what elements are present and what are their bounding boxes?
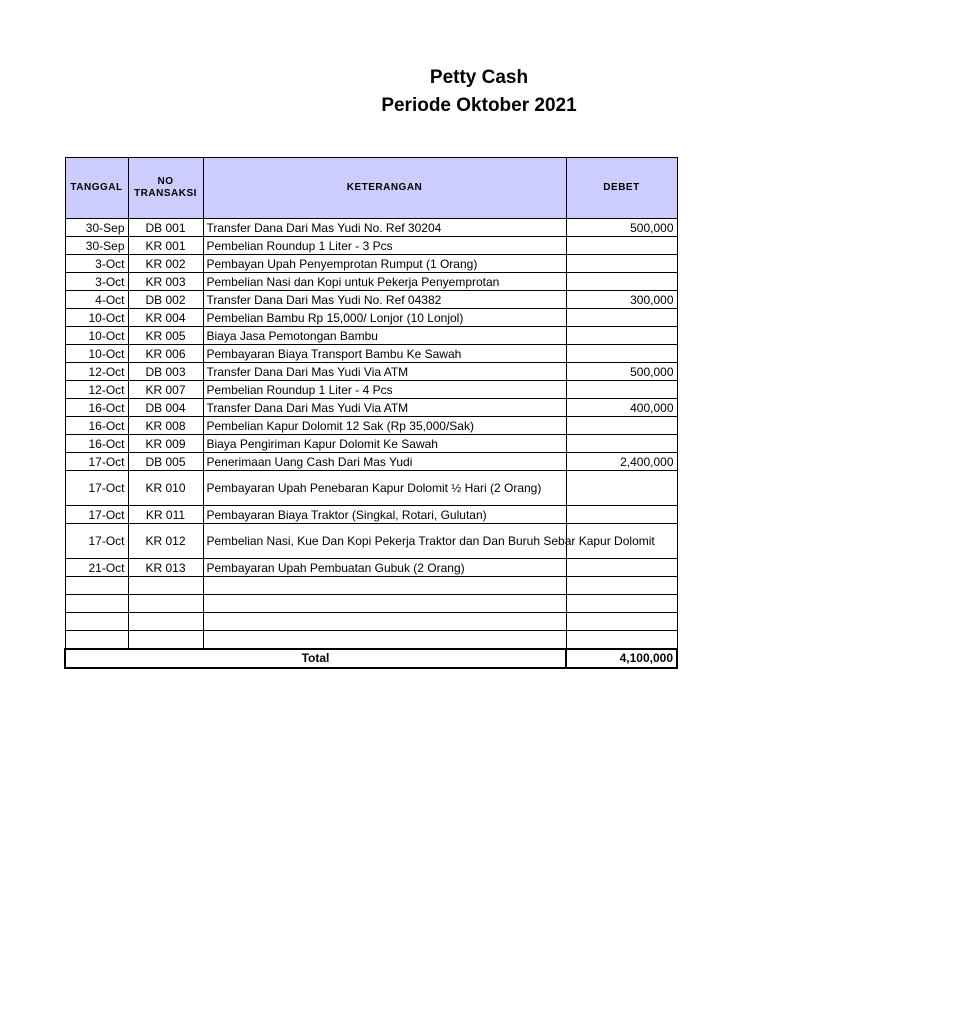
row-date: 10-Oct <box>65 345 128 363</box>
row-description: Pembayaran Upah Penebaran Kapur Dolomit ½ Hari (2 Orang) <box>203 471 566 506</box>
row-date: 17-Oct <box>65 453 128 471</box>
row-date: 12-Oct <box>65 363 128 381</box>
row-description: Pembelian Roundup 1 Liter - 3 Pcs <box>203 237 566 255</box>
petty-cash-table <box>64 157 678 669</box>
row-transaction-no: KR 008 <box>128 417 203 435</box>
empty-cell <box>203 577 566 595</box>
row-transaction-no: DB 002 <box>128 291 203 309</box>
empty-cell <box>128 595 203 613</box>
row-date: 17-Oct <box>65 524 128 559</box>
empty-cell <box>203 613 566 631</box>
table-header-row <box>65 158 677 219</box>
row-debet <box>566 417 677 435</box>
column-header-debet: DEBET <box>566 158 677 219</box>
row-debet: 2,400,000 <box>566 453 677 471</box>
title-block <box>0 64 958 120</box>
row-date: 30-Sep <box>65 219 128 237</box>
row-description: Penerimaan Uang Cash Dari Mas Yudi <box>203 453 566 471</box>
empty-cell <box>566 577 677 595</box>
row-date: 3-Oct <box>65 273 128 291</box>
empty-cell <box>566 595 677 613</box>
row-description: Pembelian Roundup 1 Liter - 4 Pcs <box>203 381 566 399</box>
table-row <box>65 381 677 399</box>
row-debet <box>566 309 677 327</box>
row-date: 21-Oct <box>65 559 128 577</box>
row-transaction-no: KR 001 <box>128 237 203 255</box>
row-date: 3-Oct <box>65 255 128 273</box>
row-transaction-no: KR 011 <box>128 506 203 524</box>
empty-row <box>65 613 677 631</box>
row-debet: 300,000 <box>566 291 677 309</box>
table-row <box>65 506 677 524</box>
row-date: 16-Oct <box>65 417 128 435</box>
table-row <box>65 273 677 291</box>
row-transaction-no: KR 004 <box>128 309 203 327</box>
row-description: Pembelian Nasi dan Kopi untuk Pekerja Penyemprotan <box>203 273 566 291</box>
row-debet <box>566 327 677 345</box>
empty-cell <box>203 595 566 613</box>
row-date: 10-Oct <box>65 327 128 345</box>
row-transaction-no: KR 012 <box>128 524 203 559</box>
empty-cell <box>128 613 203 631</box>
row-description: Transfer Dana Dari Mas Yudi Via ATM <box>203 399 566 417</box>
empty-cell <box>566 631 677 649</box>
table-row <box>65 327 677 345</box>
table-row <box>65 399 677 417</box>
row-description: Transfer Dana Dari Mas Yudi No. Ref 04382 <box>203 291 566 309</box>
row-transaction-no: KR 007 <box>128 381 203 399</box>
row-description: Transfer Dana Dari Mas Yudi No. Ref 30204 <box>203 219 566 237</box>
row-debet: 500,000 <box>566 363 677 381</box>
row-description: Pembelian Kapur Dolomit 12 Sak (Rp 35,000/Sak) <box>203 417 566 435</box>
table-row <box>65 219 677 237</box>
column-header-no: NO TRANSAKSI <box>128 158 203 219</box>
row-transaction-no: KR 002 <box>128 255 203 273</box>
row-date: 16-Oct <box>65 399 128 417</box>
row-transaction-no: DB 001 <box>128 219 203 237</box>
row-transaction-no: KR 003 <box>128 273 203 291</box>
table-row <box>65 363 677 381</box>
empty-cell <box>566 613 677 631</box>
empty-cell <box>203 631 566 649</box>
table-row <box>65 453 677 471</box>
table-row <box>65 309 677 327</box>
row-debet <box>566 559 677 577</box>
empty-cell <box>65 577 128 595</box>
table-row <box>65 237 677 255</box>
empty-cell <box>65 631 128 649</box>
empty-row <box>65 595 677 613</box>
row-date: 10-Oct <box>65 309 128 327</box>
row-description: Pembelian Bambu Rp 15,000/ Lonjor (10 Lonjol) <box>203 309 566 327</box>
row-debet <box>566 237 677 255</box>
row-description: Biaya Pengiriman Kapur Dolomit Ke Sawah <box>203 435 566 453</box>
row-debet <box>566 471 677 506</box>
row-transaction-no: KR 013 <box>128 559 203 577</box>
table-row <box>65 345 677 363</box>
row-date: 30-Sep <box>65 237 128 255</box>
table-row <box>65 417 677 435</box>
table-row <box>65 435 677 453</box>
row-transaction-no: KR 009 <box>128 435 203 453</box>
row-debet <box>566 381 677 399</box>
table-row <box>65 524 677 559</box>
page-title: Petty Cash <box>429 67 529 88</box>
row-transaction-no: KR 010 <box>128 471 203 506</box>
row-debet <box>566 345 677 363</box>
empty-cell <box>65 613 128 631</box>
row-date: 16-Oct <box>65 435 128 453</box>
row-transaction-no: KR 006 <box>128 345 203 363</box>
row-description: Transfer Dana Dari Mas Yudi Via ATM <box>203 363 566 381</box>
table-row <box>65 559 677 577</box>
row-date: 4-Oct <box>65 291 128 309</box>
row-transaction-no: DB 004 <box>128 399 203 417</box>
row-debet <box>566 255 677 273</box>
row-transaction-no: KR 005 <box>128 327 203 345</box>
row-description: Pembayan Upah Penyemprotan Rumput (1 Orang) <box>203 255 566 273</box>
total-row <box>65 649 677 668</box>
row-description: Pembayaran Upah Pembuatan Gubuk (2 Orang) <box>203 559 566 577</box>
empty-cell <box>128 577 203 595</box>
empty-cell <box>65 595 128 613</box>
row-description: Pembayaran Biaya Traktor (Singkal, Rotari, Gulutan) <box>203 506 566 524</box>
empty-cell <box>128 631 203 649</box>
row-description: Pembayaran Biaya Transport Bambu Ke Sawah <box>203 345 566 363</box>
column-header-date: TANGGAL <box>65 158 128 219</box>
row-transaction-no: DB 005 <box>128 453 203 471</box>
row-date: 12-Oct <box>65 381 128 399</box>
row-description: Pembelian Nasi, Kue Dan Kopi Pekerja Traktor dan Dan Buruh Sebar Kapur Dolomit <box>203 524 566 559</box>
total-value: 4,100,000 <box>566 649 677 668</box>
table-row <box>65 291 677 309</box>
row-transaction-no: DB 003 <box>128 363 203 381</box>
empty-row <box>65 631 677 649</box>
row-debet: 500,000 <box>566 219 677 237</box>
table-row <box>65 471 677 506</box>
row-description: Biaya Jasa Pemotongan Bambu <box>203 327 566 345</box>
row-debet: 400,000 <box>566 399 677 417</box>
column-header-desc: KETERANGAN <box>203 158 566 219</box>
table-row <box>65 255 677 273</box>
row-date: 17-Oct <box>65 471 128 506</box>
page-subtitle: Periode Oktober 2021 <box>381 95 577 116</box>
row-debet <box>566 506 677 524</box>
row-debet <box>566 273 677 291</box>
empty-row <box>65 577 677 595</box>
row-debet <box>566 435 677 453</box>
row-date: 17-Oct <box>65 506 128 524</box>
total-label: Total <box>65 649 566 668</box>
